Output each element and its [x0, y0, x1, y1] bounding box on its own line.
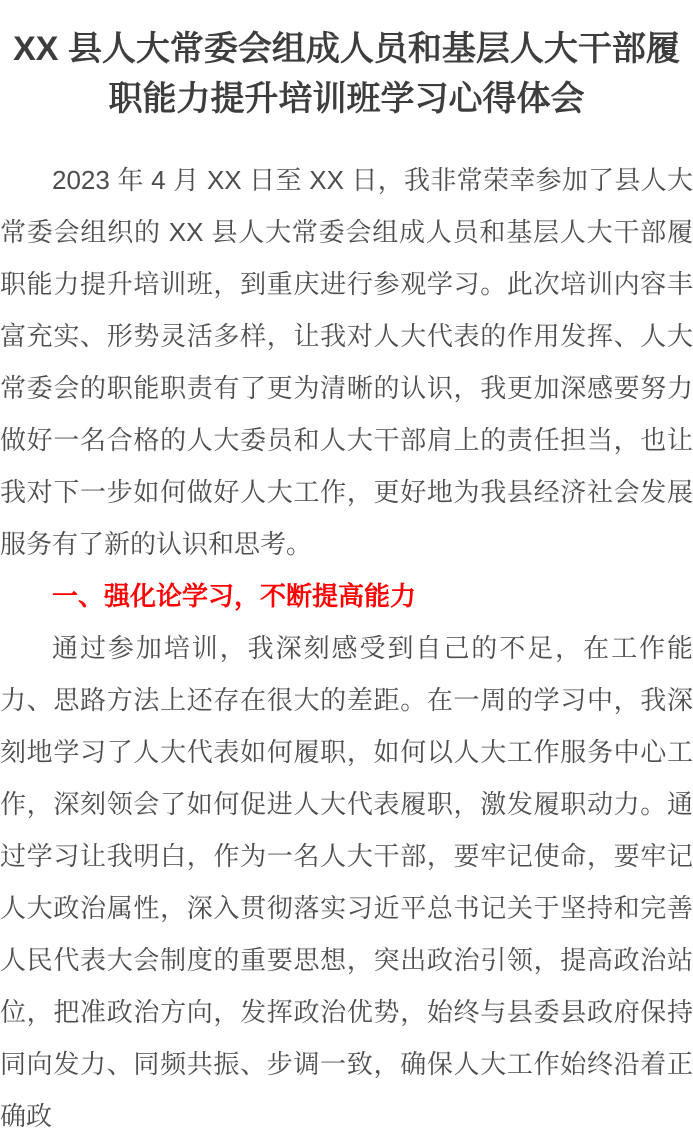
section-heading-1: 一、强化论学习，不断提高能力: [52, 581, 417, 611]
paragraph-intro: 2023 年 4 月 XX 日至 XX 日，我非常荣幸参加了县人大常委会组织的 XX 县人大常委会组成人员和基层人大干部履职能力提升培训班，到重庆进行参观学习。此次培训内容丰富充实、形势灵活多样，让我对人大代表的作用发挥、人大常委会的职能职责有了更为清晰的认识，我更加深感要努力做好一名合格的人大委员和人大干部肩上的责任担当，也让我对下一步如何做好人大工作，更好地为我县经济社会发展服务有了新的认识和思考。: [0, 165, 693, 559]
document-title: XX 县人大常委会组成人员和基层人大干部履职能力提升培训班学习心得体会: [13, 30, 680, 118]
paragraph-section-1: 通过参加培训，我深刻感受到自己的不足，在工作能力、思路方法上还存在很大的差距。在一周的学习中，我深刻地学习了人大代表如何履职，如何以人大工作服务中心工作，深刻领会了如何促进人大代表履职，激发履职动力。通过学习让我明白，作为一名人大干部，要牢记使命，要牢记人大政治属性，深入贯彻落实习近平总书记关于坚持和完善人民代表大会制度的重要思想，突出政治引领，提高政治站位，把准政治方向，发挥政治优势，始终与县委县政府保持同向发力、同频共振、步调一致，确保人大工作始终沿着正确政: [0, 633, 693, 1131]
